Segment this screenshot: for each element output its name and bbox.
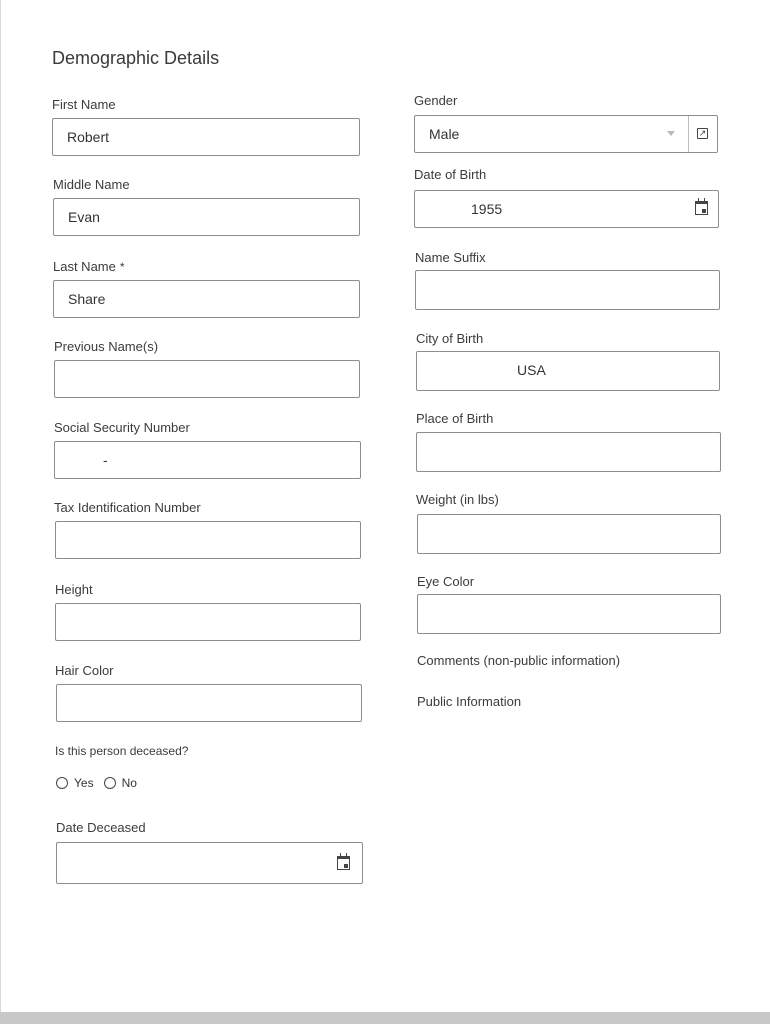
dob-input[interactable] bbox=[414, 190, 719, 228]
tin-label: Tax Identification Number bbox=[54, 500, 201, 515]
bottom-bar bbox=[0, 1012, 770, 1024]
middle-name-value: Evan bbox=[68, 209, 100, 225]
hair-color-label: Hair Color bbox=[55, 663, 114, 678]
dob-value: 1955 bbox=[471, 201, 503, 217]
place-of-birth-input[interactable] bbox=[416, 432, 721, 472]
last-name-input[interactable] bbox=[53, 280, 360, 318]
previous-names-input[interactable] bbox=[54, 360, 360, 398]
deceased-no-label: No bbox=[121, 776, 137, 790]
ssn-label: Social Security Number bbox=[54, 420, 190, 435]
date-deceased-label: Date Deceased bbox=[56, 820, 146, 835]
height-label: Height bbox=[55, 582, 93, 597]
comments-label: Comments (non-public information) bbox=[417, 653, 621, 668]
gender-select[interactable] bbox=[414, 115, 718, 153]
dob-label: Date of Birth bbox=[414, 167, 487, 182]
name-suffix-label: Name Suffix bbox=[415, 250, 486, 265]
external-link-icon: ↗ bbox=[698, 128, 707, 138]
city-of-birth-value: USA bbox=[517, 362, 546, 378]
city-of-birth-input[interactable] bbox=[416, 351, 720, 391]
gender-value: Male bbox=[429, 126, 460, 142]
page-edge bbox=[0, 0, 1, 1012]
place-of-birth-label: Place of Birth bbox=[416, 411, 494, 426]
deceased-yes-radio[interactable] bbox=[56, 777, 68, 789]
required-mark: * bbox=[119, 260, 125, 274]
public-information-label: Public Information bbox=[417, 694, 522, 709]
eye-color-input[interactable] bbox=[417, 594, 721, 634]
calendar-icon[interactable] bbox=[695, 201, 708, 215]
height-input[interactable] bbox=[55, 603, 361, 641]
date-deceased-input[interactable] bbox=[56, 842, 363, 884]
previous-names-label: Previous Name(s) bbox=[54, 339, 159, 354]
tin-input[interactable] bbox=[55, 521, 361, 559]
first-name-label: First Name bbox=[52, 97, 116, 112]
section-title: Demographic Details bbox=[52, 48, 220, 68]
deceased-question: Is this person deceased? bbox=[55, 744, 189, 758]
deceased-yes-label: Yes bbox=[74, 776, 94, 790]
gender-label: Gender bbox=[414, 93, 458, 108]
last-name-label bbox=[53, 259, 125, 274]
middle-name-input[interactable] bbox=[53, 198, 360, 236]
deceased-no-radio[interactable] bbox=[104, 777, 116, 789]
city-of-birth-label: City of Birth bbox=[416, 331, 484, 346]
gender-open-button[interactable] bbox=[688, 116, 717, 152]
last-name-label-text: Last Name bbox=[53, 259, 116, 274]
ssn-input[interactable] bbox=[54, 441, 361, 479]
eye-color-label: Eye Color bbox=[417, 574, 475, 589]
name-suffix-input[interactable] bbox=[415, 270, 720, 310]
deceased-radio-group bbox=[56, 776, 147, 790]
first-name-value: Robert bbox=[67, 129, 110, 145]
calendar-icon[interactable] bbox=[337, 856, 350, 870]
middle-name-label: Middle Name bbox=[53, 177, 130, 192]
last-name-value: Share bbox=[68, 291, 106, 307]
first-name-input[interactable] bbox=[52, 118, 360, 156]
weight-label: Weight (in lbs) bbox=[416, 492, 499, 507]
chevron-down-icon bbox=[667, 131, 675, 136]
ssn-value: - bbox=[103, 452, 108, 468]
hair-color-input[interactable] bbox=[56, 684, 362, 722]
weight-input[interactable] bbox=[417, 514, 721, 554]
